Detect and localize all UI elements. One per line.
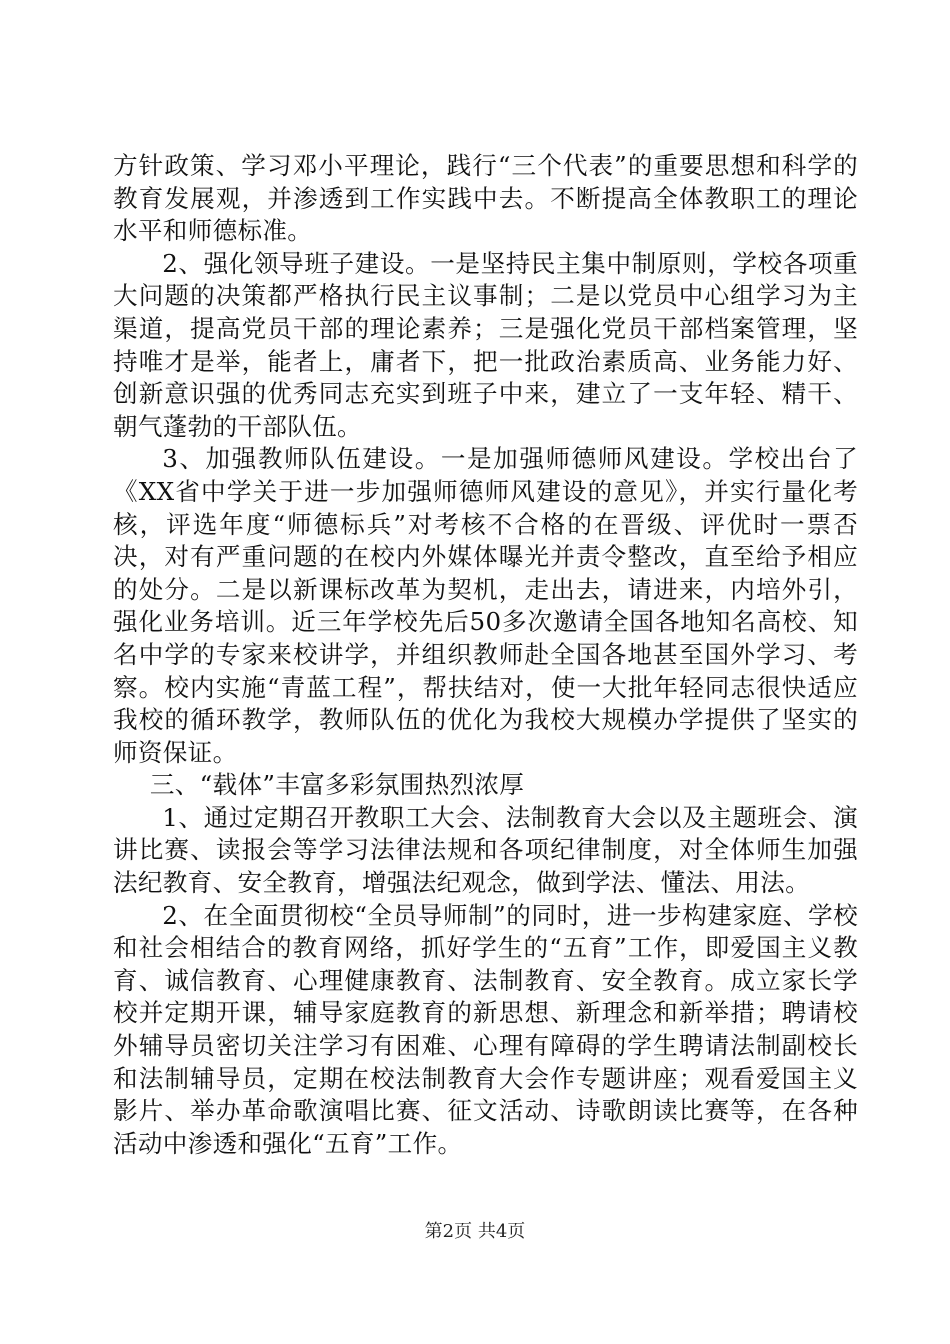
- paragraph-continuation: 方针政策、学习邓小平理论，践行“三个代表”的重要思想和科学的教育发展观，并渗透到工作实践中去。不断提高全体教职工的理论水平和师德标准。: [113, 151, 858, 246]
- section-heading: 三、“载体”丰富多彩氛围热烈浓厚: [149, 770, 525, 800]
- page-number-footer: 第2页 共4页: [424, 1221, 526, 1242]
- paragraph-leadership: 2、强化领导班子建设。一是坚持民主集中制原则，学校各项重大问题的决策都严格执行民主议事制；二是以党员中心组学习为主渠道，提高党员干部的理论素养；三是强化党员干部档案管理，坚持唯才是举，能者上，庸者下，把一批政治素质高、业务能力好、创新意识强的优秀同志充实到班子中来，建立了一支年轻、精干、朝气蓬勃的干部队伍。: [113, 248, 858, 441]
- document-body: [113, 150, 858, 1160]
- paragraph-legal-education: 1、通过定期召开教职工大会、法制教育大会以及主题班会、演讲比赛、读报会等学习法律法规和各项纪律制度，对全体师生加强法纪教育、安全教育，增强法纪观念，做到学法、懂法、用法。: [113, 802, 858, 898]
- paragraph-mentor-system: 2、在全面贯彻校“全员导师制”的同时，进一步构建家庭、学校和社会相结合的教育网络，抓好学生的“五育”工作，即爱国主义教育、诚信教育、心理健康教育、法制教育、安全教育。成立家长学校并定期开课，辅导家庭教育的新思想、新理念和新举措；聘请校外辅导员密切关注学习有困难、心理有障碍的学生聘请法制副校长和法制辅导员，定期在校法制教育大会作专题讲座；观看爱国主义影片、举办革命歌演唱比赛、征文活动、诗歌朗读比赛等，在各种活动中渗透和强化“五育”工作。: [113, 900, 858, 1158]
- paragraph-teacher-team: 3、加强教师队伍建设。一是加强师德师风建设。学校出台了《XX省中学关于进一步加强师德师风建设的意见》，并实行量化考核，评选年度“师德标兵”对考核不合格的在晋级、评优时一票否决，对有严重问题的在校内外媒体曝光并责令整改，直至给予相应的处分。二是以新课标改革为契机，走出去，请进来，内培外引，强化业务培训。近三年学校先后50多次邀请全国各地知名高校、知名中学的专家来校讲学，并组织教师赴全国各地甚至国外学习、考察。校内实施“青蓝工程”，帮扶结对，使一大批年轻同志很快适应我校的循环教学，教师队伍的优化为我校大规模办学提供了坚实的师资保证。: [113, 444, 858, 767]
